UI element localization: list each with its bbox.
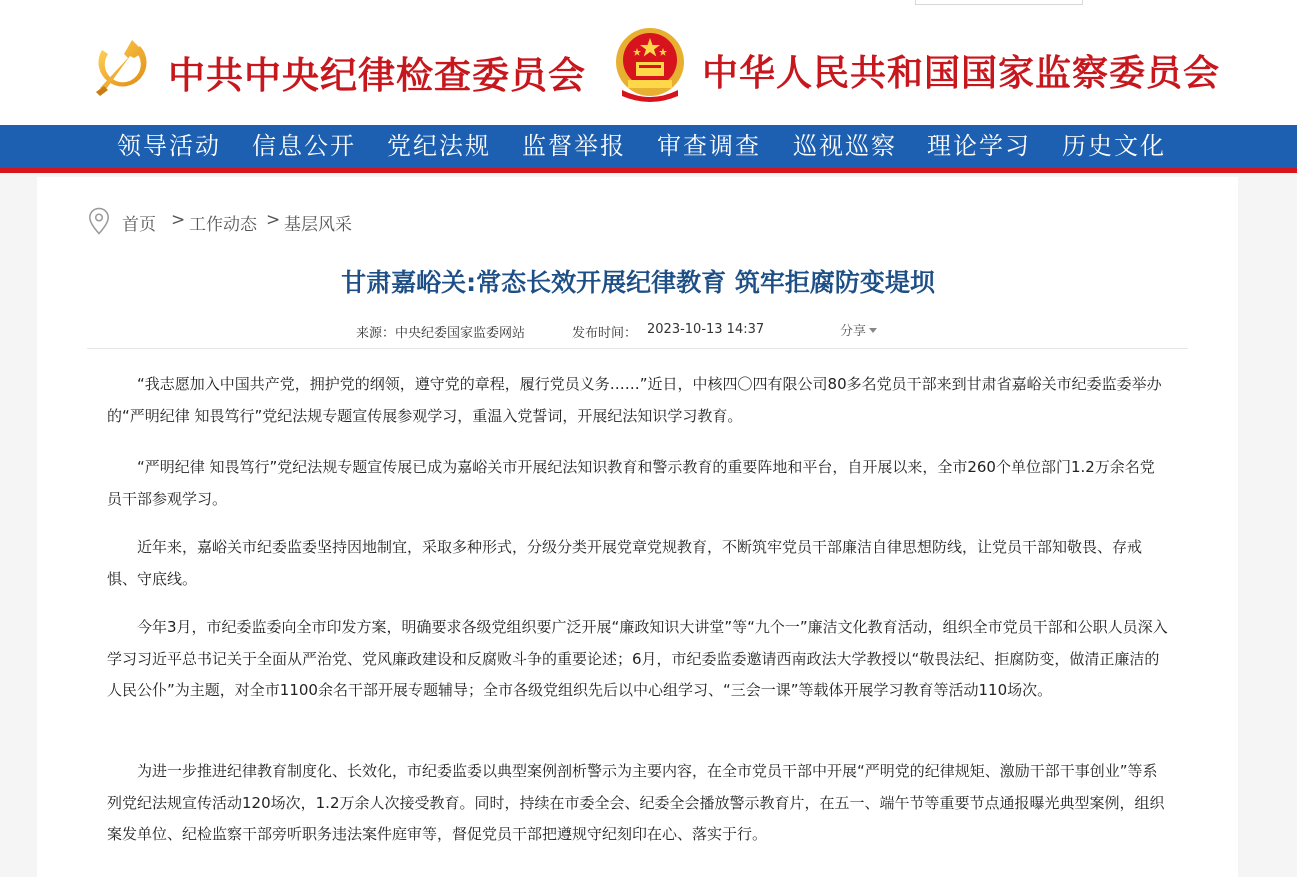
hammer-sickle-emblem — [88, 28, 158, 98]
nav-item-history[interactable]: 历史文化 — [1062, 132, 1166, 160]
breadcrumb-section[interactable]: 工作动态 — [189, 215, 257, 235]
breadcrumb-home[interactable]: 首页 — [122, 215, 156, 235]
search-box[interactable] — [915, 0, 1083, 5]
breadcrumb-current[interactable]: 基层风采 — [284, 215, 352, 235]
location-pin-icon — [88, 207, 110, 235]
nav-item-inspection[interactable]: 巡视巡察 — [793, 132, 897, 160]
share-label: 分享 — [840, 324, 867, 339]
article-title: 甘肃嘉峪关:常态长效开展纪律教育 筑牢拒腐防变堤坝 — [341, 268, 935, 297]
publish-time: 2023-10-13 14:37 — [647, 322, 765, 337]
chevron-down-icon — [869, 328, 877, 333]
site-header — [0, 0, 1297, 125]
main-nav — [0, 125, 1297, 168]
nav-item-report[interactable]: 监督举报 — [522, 132, 626, 160]
nav-item-regulations[interactable]: 党纪法规 — [387, 132, 491, 160]
national-supervisory-commission-title[interactable]: 中华人民共和国国家监察委员会 — [702, 52, 1221, 94]
nav-item-theory[interactable]: 理论学习 — [927, 132, 1031, 160]
share-button[interactable] — [840, 320, 877, 339]
nav-item-information[interactable]: 信息公开 — [252, 132, 356, 160]
national-emblem — [612, 24, 688, 102]
title-divider — [87, 348, 1188, 349]
article-paragraph: “我志愿加入中国共产党，拥护党的纲领，遵守党的章程，履行党员义务……”近日，中核四〇四有限公司80多名党员干部来到甘肃省嘉峪关市纪委监委举办的“严明纪律 知畏笃行”党纪法规专题宣传展参观学习，重温入党誓词，开展纪法知识学习教育。 — [107, 375, 1162, 425]
nav-item-leadership[interactable]: 领导活动 — [117, 132, 221, 160]
breadcrumb-separator: > — [171, 210, 186, 230]
article-source: 来源：中央纪委国家监委网站 — [356, 326, 526, 341]
article-paragraph: 为进一步推进纪律教育制度化、长效化，市纪委监委以典型案例剖析警示为主要内容，在全市党员干部中开展“严明党的纪律规矩、激励干部干事创业”等系列党纪法规宣传活动120场次，1.2万余人次接受教育。同时，持续在市委全会、纪委全会播放警示教育片，在五一、端午节等重要节点通报曝光典型案例，组织案发单位、纪检监察干部旁听职务违法案件庭审等，督促党员干部把遵规守纪刻印在心、落实于行。 — [107, 762, 1165, 843]
breadcrumb-separator: > — [266, 210, 281, 230]
nav-red-stripe — [0, 168, 1297, 173]
cpc-commission-title[interactable]: 中共中央纪律检查委员会 — [168, 53, 586, 97]
article-paragraph: 近年来，嘉峪关市纪委监委坚持因地制宜，采取多种形式，分级分类开展党章党规教育，不断筑牢党员干部廉洁自律思想防线，让党员干部知敬畏、存戒惧、守底线。 — [107, 538, 1143, 588]
article-paragraph: “严明纪律 知畏笃行”党纪法规专题宣传展已成为嘉峪关市开展纪法知识教育和警示教育的重要阵地和平台，自开展以来，全市260个单位部门1.2万余名党员干部参观学习。 — [107, 458, 1155, 508]
publish-time-label: 发布时间： — [572, 326, 638, 341]
nav-item-investigation[interactable]: 审查调查 — [657, 132, 761, 160]
article-paragraph: 今年3月，市纪委监委向全市印发方案，明确要求各级党组织要广泛开展“廉政知识大讲堂”等“九个一”廉洁文化教育活动，组织全市党员干部和公职人员深入学习习近平总书记关于全面从严治党、党风廉政建设和反腐败斗争的重要论述；6月，市纪委监委邀请西南政法大学教授以“敬畏法纪、拒腐防变，做清正廉洁的人民公仆”为主题，对全市1100余名干部开展专题辅导；全市各级党组织先后以中心组学习、“三会一课”等载体开展学习教育等活动110场次。 — [107, 618, 1168, 699]
